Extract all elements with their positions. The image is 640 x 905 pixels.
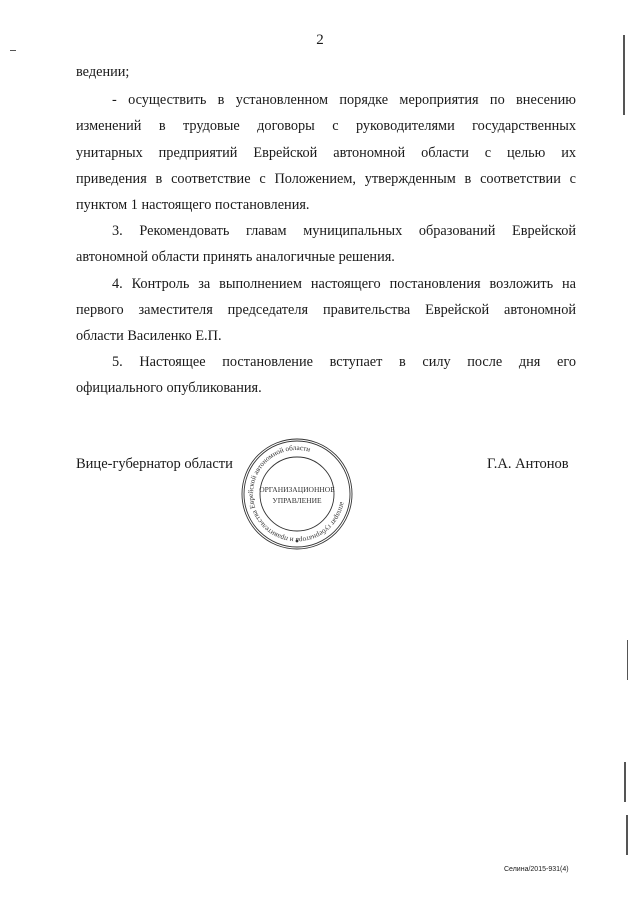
seal-center-line2: УПРАВЛЕНИЕ	[272, 496, 322, 505]
official-seal	[240, 437, 354, 551]
scan-edge-mark	[623, 35, 625, 115]
body-line-10: первого заместителя председателя правительства Еврейской автономной	[76, 302, 576, 318]
seal-star-mark	[296, 540, 299, 543]
body-line-12: 5. Настоящее постановление вступает в силу после дня его	[112, 354, 576, 370]
body-line-8: автономной области принять аналогичные решения.	[76, 249, 395, 265]
body-line-3: изменений в трудовые договоры с руководителями государственных	[76, 118, 576, 134]
footer-code: Селина/2015-931(4)	[504, 866, 569, 873]
body-line-4: унитарных предприятий Еврейской автономной области с целью их	[76, 145, 576, 161]
body-line-5: приведения в соответствие с Положением, утвержденным в соответствии с	[76, 171, 576, 187]
signature-title: Вице-губернатор области	[76, 456, 233, 472]
body-line-1: ведении;	[76, 64, 130, 80]
body-line-6: пунктом 1 настоящего постановления.	[76, 197, 310, 213]
body-line-7: 3. Рекомендовать главам муниципальных образований Еврейской	[112, 223, 576, 239]
seal-ring-text: аппарат губернатора и правительства Еврейской автономной области	[246, 443, 347, 544]
scan-edge-mark	[627, 640, 628, 680]
seal-center-line1: ОРГАНИЗАЦИОННОЕ	[259, 485, 335, 494]
signature-name: Г.А. Антонов	[487, 456, 569, 472]
body-line-2: - осуществить в установленном порядке мероприятия по внесению	[112, 92, 576, 108]
body-line-13: официального опубликования.	[76, 380, 262, 396]
seal-ring	[242, 439, 352, 549]
scan-edge-mark	[626, 815, 628, 855]
scan-edge-mark	[10, 50, 16, 51]
body-line-11: области Василенко Е.П.	[76, 328, 222, 344]
scan-edge-mark	[624, 762, 626, 802]
body-line-9: 4. Контроль за выполнением настоящего постановления возложить на	[112, 276, 576, 292]
page-number: 2	[316, 32, 324, 48]
